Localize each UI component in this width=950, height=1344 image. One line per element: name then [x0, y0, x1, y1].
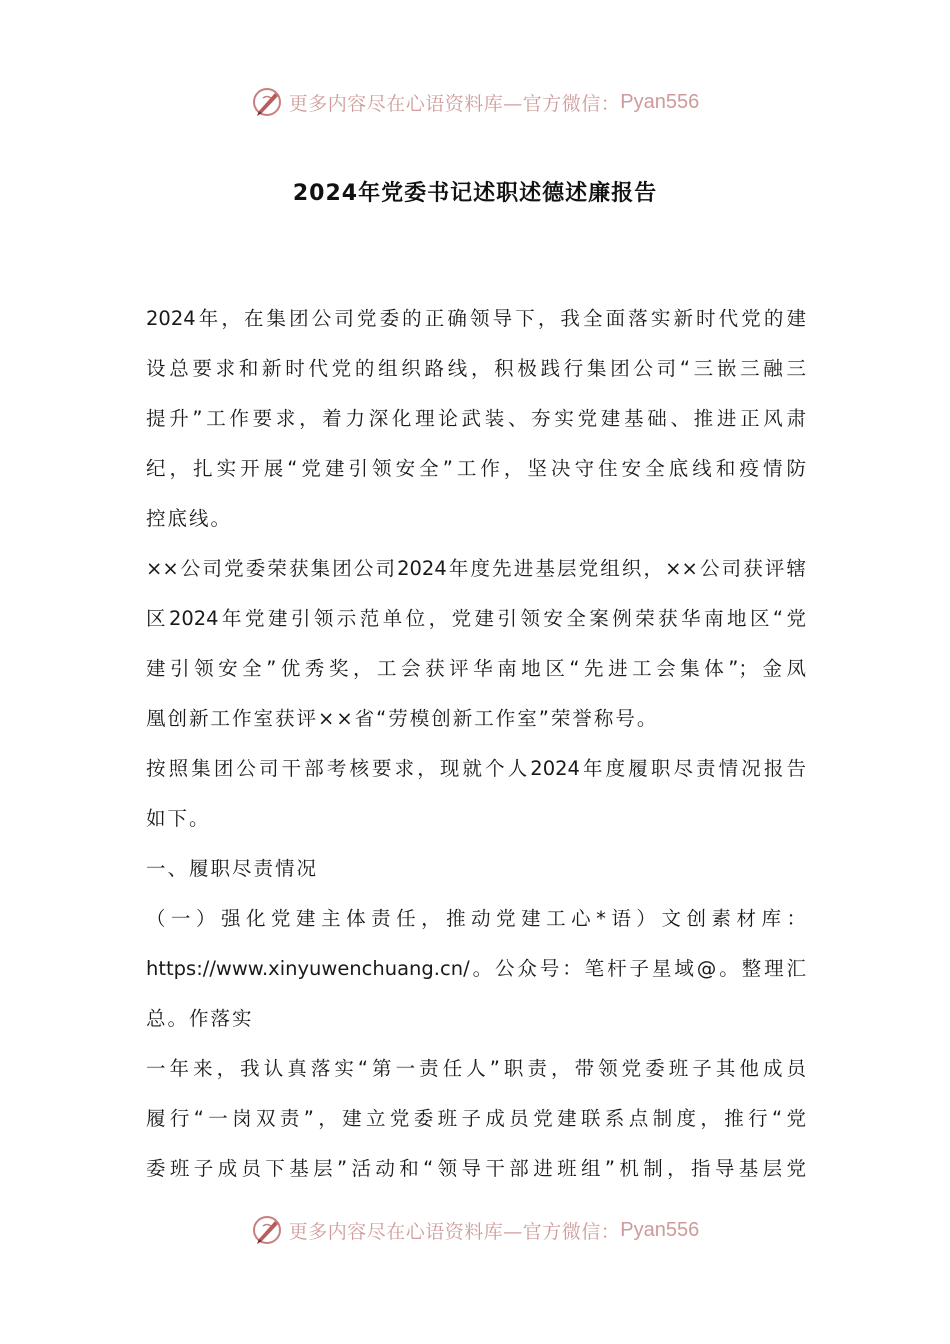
pen-logo-icon: [251, 85, 285, 119]
body-line: 如下。: [146, 807, 211, 830]
section-heading: 一、履职尽责情况: [146, 857, 319, 880]
document-body: [146, 294, 806, 1194]
body-line: 履行“一岗双责”，建立党委班子成员党建联系点制度，推行“党: [146, 1107, 806, 1130]
body-line: 纪，扎实开展“党建引领安全”工作，坚决守住安全底线和疫情防: [146, 457, 806, 480]
body-line: 凰创新工作室获评××省“劳模创新工作室”荣誉称号。: [146, 707, 659, 730]
document-title: 2024年党委书记述职述德述廉报告: [292, 181, 658, 206]
body-line: ××公司党委荣获集团公司2024年度先进基层党组织，××公司获评辖: [146, 557, 806, 580]
body-line: 建引领安全”优秀奖，工会获评华南地区“先进工会集体”；金凤: [146, 657, 806, 680]
body-line: 总。作落实: [146, 1007, 254, 1030]
body-line: 委班子成员下基层”活动和“领导干部进班组”机制，指导基层党: [146, 1157, 806, 1180]
body-line: 一年来，我认真落实“第一责任人”职责，带领党委班子其他成员: [146, 1057, 806, 1080]
subsection-heading: （一）强化党建主体责任，推动党建工心*语）文创素材库：: [146, 907, 806, 930]
pen-logo-icon: [251, 1213, 285, 1247]
body-line: 提升”工作要求，着力深化理论武装、夯实党建基础、推进正风肃: [146, 407, 806, 430]
body-line: 2024年，在集团公司党委的正确领导下，我全面落实新时代党的建: [146, 307, 806, 330]
body-line: 设总要求和新时代党的组织路线，积极践行集团公司“三嵌三融三: [146, 357, 806, 380]
body-line: 控底线。: [146, 507, 233, 530]
watermark-handle: Pyan556: [620, 90, 700, 113]
watermark-banner-bottom: [0, 1210, 950, 1250]
watermark-handle: Pyan556: [620, 1218, 700, 1241]
body-line: https://www.xinyuwenchuang.cn/。公众号：笔杆子星域@。整理汇: [146, 957, 806, 980]
body-line: 按照集团公司干部考核要求，现就个人2024年度履职尽责情况报告: [146, 757, 806, 780]
watermark-text: 更多内容尽在心语资料库—官方微信：: [288, 92, 621, 115]
watermark-text: 更多内容尽在心语资料库—官方微信：: [288, 1220, 621, 1243]
body-line: 区2024年党建引领示范单位，党建引领安全案例荣获华南地区“党: [146, 607, 806, 630]
watermark-banner-top: [0, 82, 950, 122]
